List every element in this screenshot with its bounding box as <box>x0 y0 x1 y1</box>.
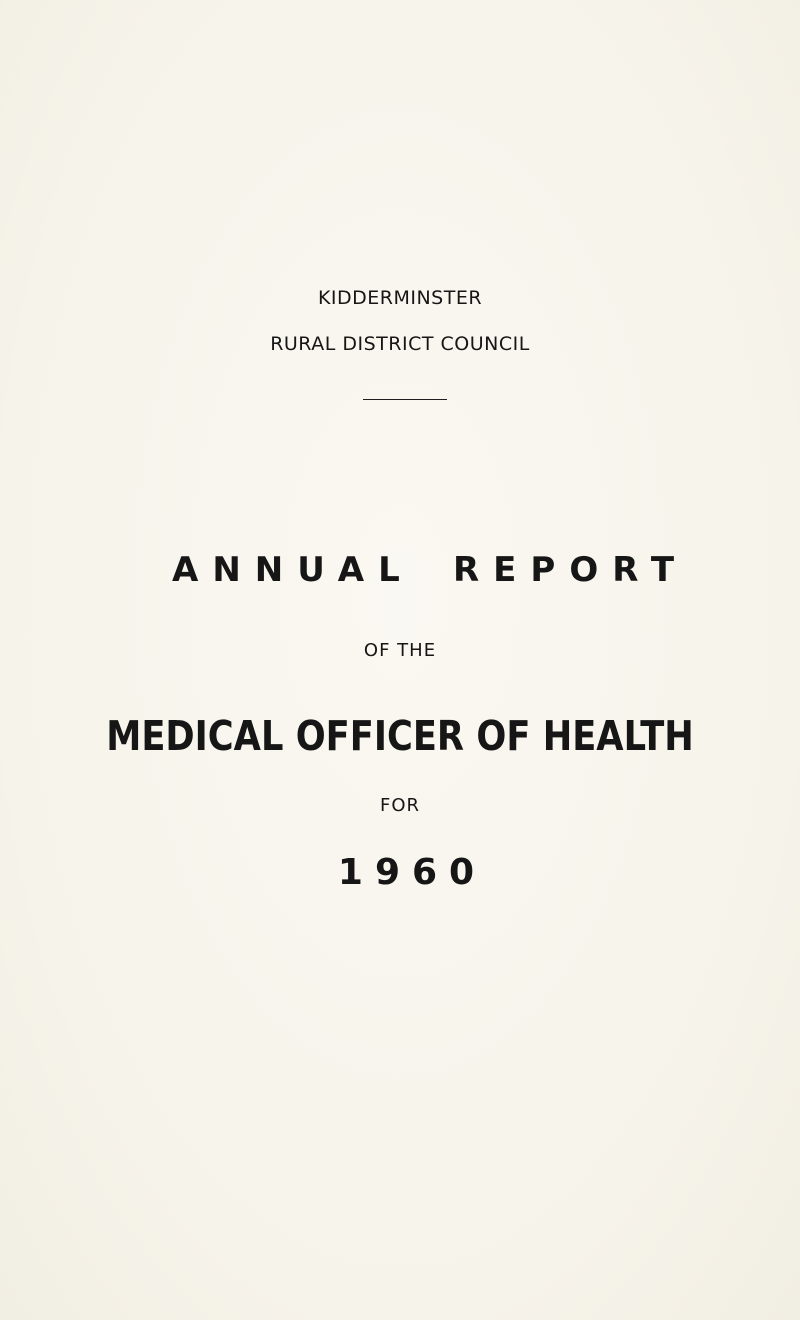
divider-rule <box>363 399 447 400</box>
report-year: 1960 <box>337 852 487 893</box>
council-name-line-2: RURAL DISTRICT COUNCIL <box>270 333 530 355</box>
title-medical-officer: MEDICAL OFFICER OF HEALTH <box>106 712 694 760</box>
title-annual: ANNUAL <box>172 550 414 590</box>
title-for: FOR <box>379 795 421 816</box>
council-name-line-1: KIDDERMINSTER <box>317 287 483 309</box>
title-of-the: OF THE <box>363 640 437 661</box>
title-report: REPORT <box>453 550 689 590</box>
